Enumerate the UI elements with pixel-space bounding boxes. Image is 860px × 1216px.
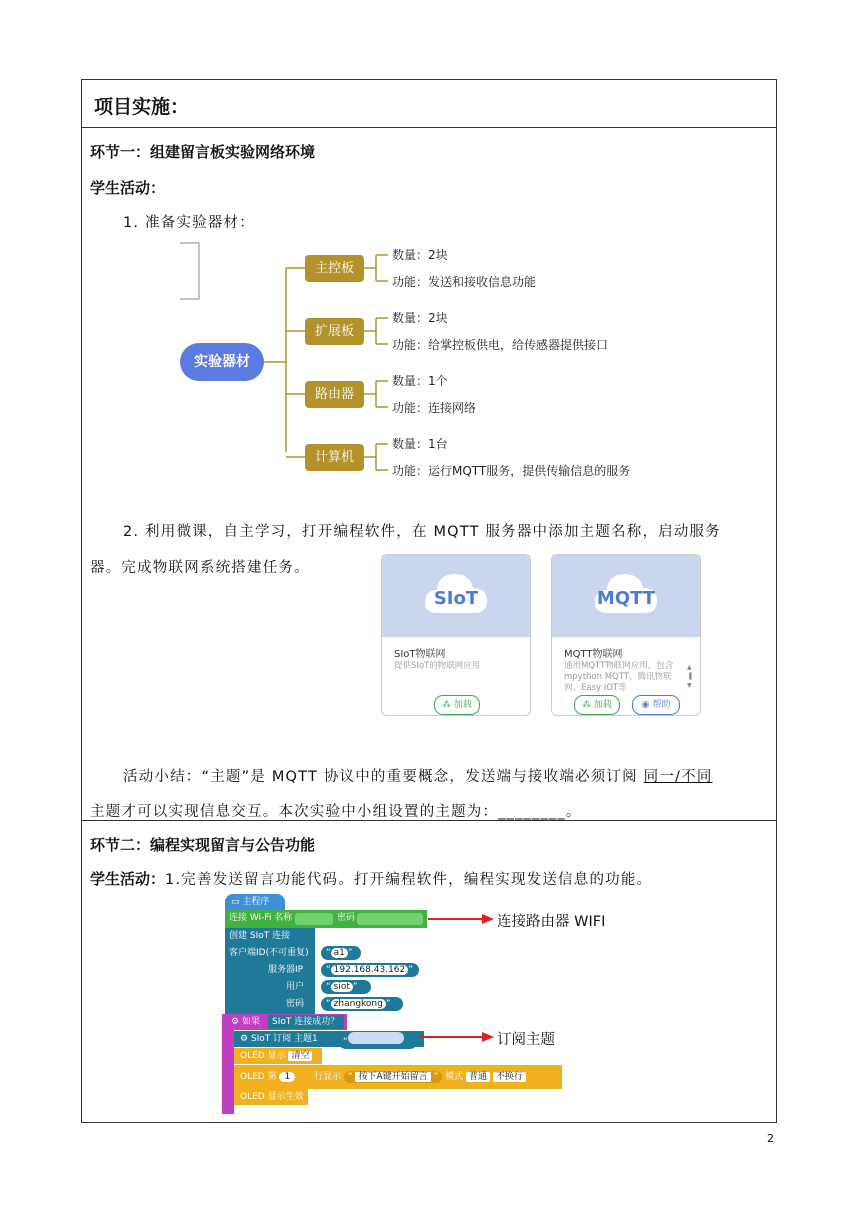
page-number: 2: [767, 1132, 774, 1145]
pwd-label: 密码: [286, 999, 305, 1009]
load-button[interactable]: ⁂ 加载: [574, 695, 620, 715]
monitor-icon: ▭: [231, 897, 243, 907]
if-condition[interactable]: SIoT 连接成功？: [268, 1015, 344, 1029]
page-title: 项目实施：: [94, 96, 190, 118]
pwd-input[interactable]: “ zhangkong ”: [321, 997, 403, 1011]
mindmap-branch: 主控板: [305, 255, 364, 282]
summary-answer: 同一/不同: [643, 769, 713, 785]
topic-input[interactable]: “: [338, 1032, 418, 1049]
mindmap-leaf: 数量：2块: [392, 248, 448, 262]
client-id-label: 客户端ID(不可重复): [229, 948, 309, 958]
help-button[interactable]: ◉ 帮助: [632, 695, 680, 715]
annotation-arrows: [420, 905, 500, 1055]
summary-text: 活动小结：“主题”是 MQTT 协议中的重要概念，发送端与接收端必须订阅 同一/不同: [123, 769, 713, 785]
section-title: 环节二：编程实现留言与公告功能: [90, 836, 316, 854]
siot-block[interactable]: 创建 SIoT 连接: [225, 928, 315, 1024]
mindmap-leaf: 数量：1个: [392, 374, 448, 388]
scrollbar[interactable]: ▲ ▐ ▼: [687, 664, 692, 689]
card-logo: MQTT: [596, 588, 656, 609]
step-text: 器。完成物联网系统搭建任务。: [90, 560, 310, 576]
wifi-name-slot[interactable]: [295, 913, 333, 925]
card-desc: 通用MQTT物联网应用，包含mpython MQTT、腾讯物联网、Easy IOT等: [564, 661, 674, 693]
activity-line: 学生活动：1.完善发送留言功能代码。打开编程软件，编程实现发送信息的功能。: [90, 870, 653, 888]
siot-card: [381, 554, 531, 716]
server-ip-input[interactable]: “ 192.168.43.162 ”: [321, 963, 419, 977]
server-ip-label: 服务器IP: [268, 965, 304, 975]
plugin-icon: ⁂: [442, 700, 454, 710]
gear-icon: ⚙: [231, 1017, 242, 1027]
card-logo: SIoT: [433, 588, 479, 609]
subscribe-block[interactable]: ⚙ SIoT 订阅 主题1: [234, 1031, 424, 1047]
oled-line-block[interactable]: OLED 第 1 行显示 “ 按下A键开始留言 ” 模式 普通 不换行: [234, 1065, 562, 1089]
subscribe-annotation: 订阅主题: [497, 1032, 555, 1048]
wifi-pwd-label: 密码: [337, 913, 356, 923]
eye-icon: ◉: [641, 700, 653, 710]
mindmap-branch: 路由器: [305, 381, 364, 408]
wifi-block[interactable]: 连接 Wi-Fi 名称: [225, 910, 427, 928]
user-label: 用户: [286, 982, 305, 992]
mindmap-leaf: 功能：运行MQTT服务，提供传输信息的服务: [392, 464, 631, 478]
mindmap-leaf: 数量：1台: [392, 437, 448, 451]
mindmap-branch: 计算机: [305, 444, 364, 471]
mindmap-leaf: 功能：发送和接收信息功能: [392, 275, 537, 289]
oled-effect-block[interactable]: OLED 显示生效: [234, 1089, 308, 1105]
wifi-annotation: 连接路由器 WIFI: [497, 914, 606, 930]
mindmap-leaf: 数量：2块: [392, 311, 448, 325]
client-id-input[interactable]: “ a1 ”: [321, 946, 361, 960]
main-block[interactable]: ▭ 主程序: [225, 894, 285, 912]
section-title: 环节一：组建留言板实验网络环境: [90, 143, 316, 161]
gear-icon: ⚙: [240, 1034, 251, 1044]
plugin-icon: ⁂: [582, 700, 594, 710]
card-name: SIoT物联网: [394, 649, 446, 660]
user-input[interactable]: “ siot ”: [321, 980, 371, 994]
card-name: MQTT物联网: [564, 649, 623, 660]
step-text: 2. 利用微课，自主学习，打开编程软件，在 MQTT 服务器中添加主题名称，启动服务: [123, 524, 721, 540]
oled-clear-block[interactable]: OLED 显示 清空: [234, 1048, 322, 1064]
wifi-pwd-slot[interactable]: [357, 913, 423, 925]
step-text: 1. 准备实验器材：: [123, 215, 255, 231]
mqtt-card: [551, 554, 701, 716]
mindmap-leaf: 功能：给掌控板供电，给传感器提供接口: [392, 338, 609, 352]
mindmap-root: 实验器材: [180, 343, 264, 381]
card-desc: 提供SIoT的物联网应用: [394, 661, 481, 671]
activity-label: 学生活动：: [90, 179, 166, 197]
load-button[interactable]: ⁂ 加载: [434, 695, 480, 715]
if-block[interactable]: ⚙ 如果: [225, 1014, 347, 1030]
mindmap-branch: 扩展板: [305, 318, 364, 345]
mindmap-leaf: 功能：连接网络: [392, 401, 477, 415]
summary-text: 主题才可以实现信息交互。本次实验中小组设置的主题为：________。: [90, 804, 582, 820]
answer-blank[interactable]: ________: [498, 804, 566, 820]
